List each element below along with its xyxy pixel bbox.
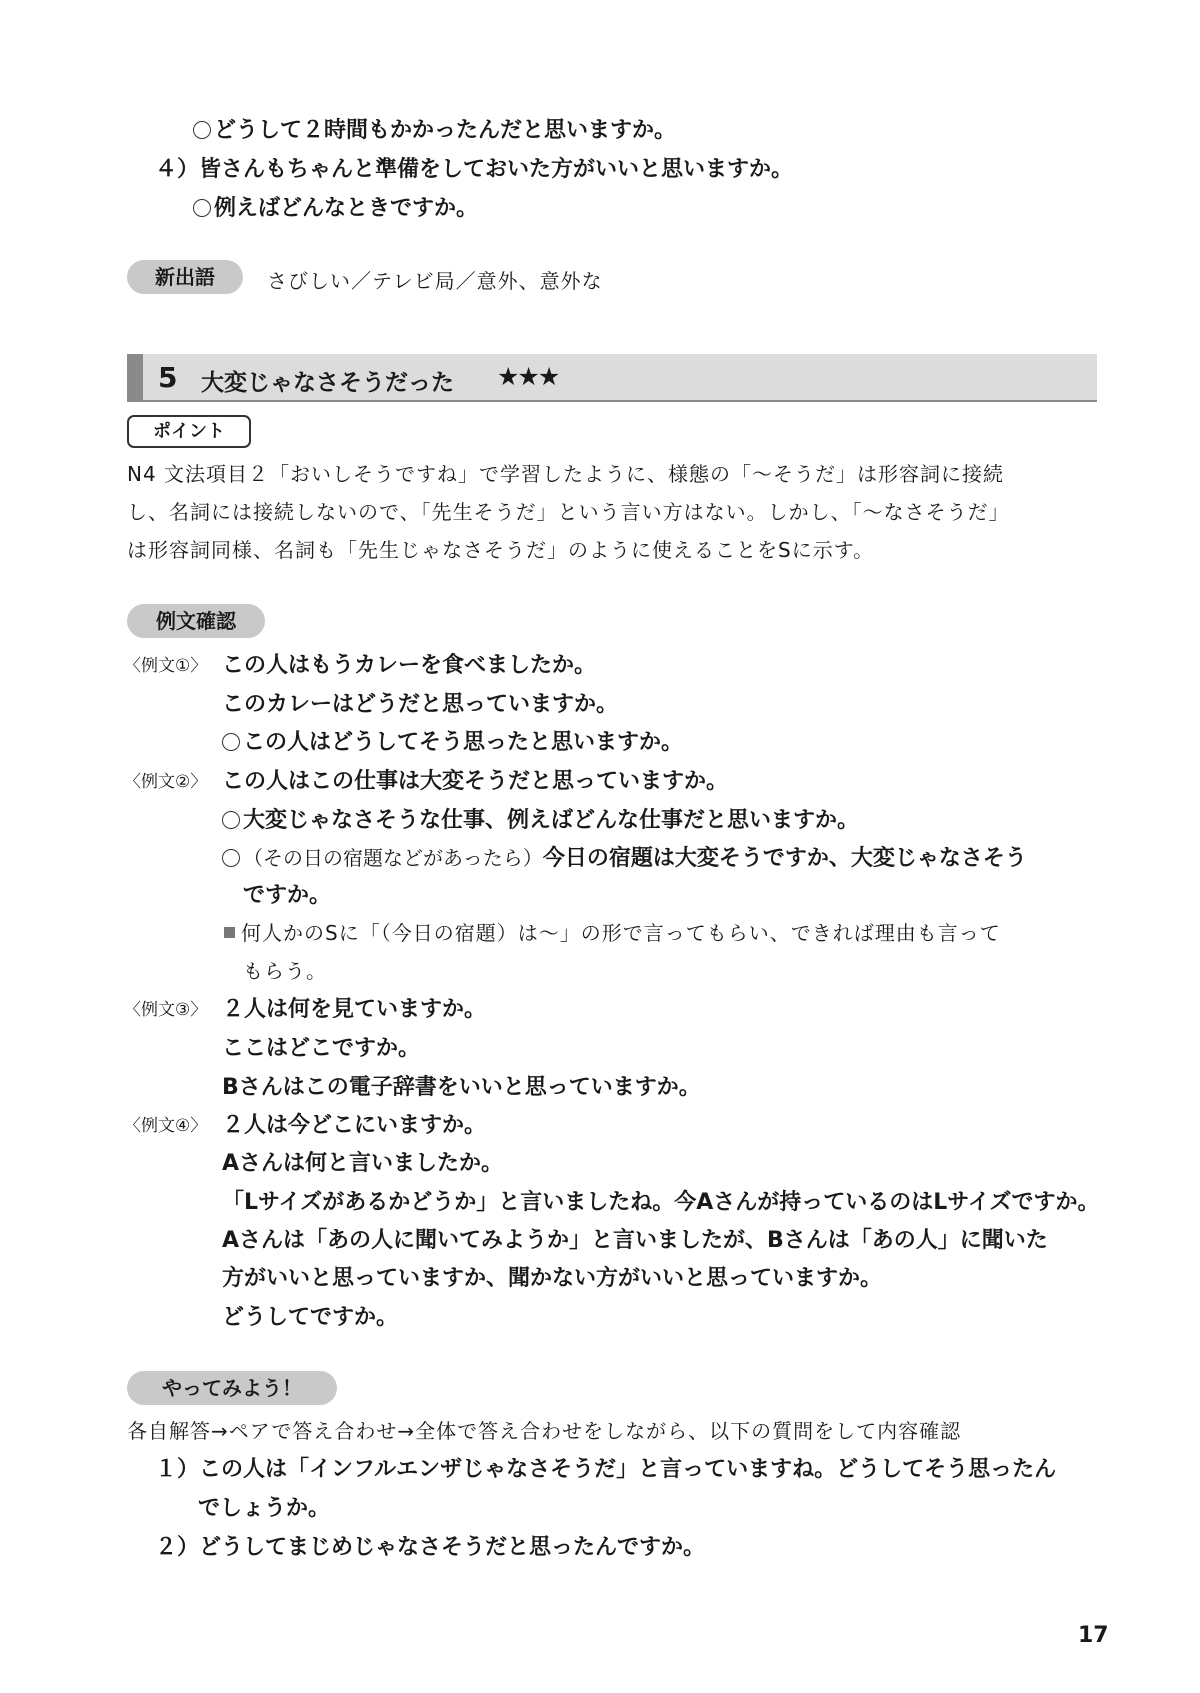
section-header	[127, 354, 1097, 402]
vocab-text: さびしい／テレビ局／意外、意外な	[267, 269, 603, 293]
circle-marker-icon	[222, 733, 240, 751]
example-tag: 〈例文①〉	[124, 656, 208, 676]
section-title: 大変じゃなさそうだった	[201, 370, 454, 396]
example-line: ２人は今どこにいますか。	[222, 1113, 487, 1138]
question-line: でしょうか。	[198, 1496, 331, 1521]
vocab-label: 新出語	[127, 260, 243, 294]
point-text: し、名詞には接続しないので、「先生そうだ」という言い方はない。しかし、「〜なさそうだ」	[127, 500, 1010, 524]
page-number: 17	[1078, 1623, 1109, 1648]
section-accent-bar	[127, 354, 143, 400]
circle-marker-icon	[193, 121, 211, 139]
example-line: ここはどこですか。	[222, 1036, 421, 1061]
point-text: は形容詞同様、名詞も「先生じゃなさそうだ」のように使えることをSに示す。	[127, 538, 875, 562]
reibun-label: 例文確認	[127, 604, 265, 638]
example-line: Aさんは「あの人に聞いてみようか」と言いましたが、Bさんは「あの人」に聞いた	[222, 1228, 1048, 1253]
section-number: 5	[158, 361, 178, 394]
circle-marker-icon	[193, 199, 211, 217]
example-tag: 〈例文③〉	[124, 1000, 208, 1020]
example-line: Aさんは何と言いましたか。	[222, 1151, 504, 1176]
example-line: ２人は何を見ていますか。	[222, 997, 487, 1022]
question-line: 例えばどんなときですか。	[193, 191, 478, 222]
teacher-note: もらう。	[243, 959, 327, 983]
teacher-note: 何人かのSに「（今日の宿題）は〜」の形で言ってもらい、できれば理由も言って	[224, 917, 1001, 946]
example-tag: 〈例文②〉	[124, 772, 208, 792]
yatte-label: やってみよう！	[127, 1371, 337, 1405]
point-label: ポイント	[127, 415, 251, 448]
example-line: ですか。	[243, 883, 332, 908]
example-line: この人はもうカレーを食べましたか。	[222, 653, 597, 678]
example-line: 「Lサイズがあるかどうか」と言いましたね。今Aさんが持っているのはLサイズですか。	[222, 1190, 1100, 1215]
example-line: このカレーはどうだと思っていますか。	[222, 692, 619, 717]
example-line: （その日の宿題などがあったら）今日の宿題は大変そうですか、大変じゃなさそう	[222, 841, 1027, 872]
example-line: この人はどうしてそう思ったと思いますか。	[222, 725, 683, 756]
yatte-intro: 各自解答→ペアで答え合わせ→全体で答え合わせをしながら、以下の質問をして内容確認	[127, 1419, 962, 1443]
example-line: 方がいいと思っていますか、聞かない方がいいと思っていますか。	[222, 1266, 883, 1291]
square-bullet-icon	[224, 927, 235, 938]
circle-marker-icon	[222, 849, 240, 867]
question-line: １）この人は「インフルエンザじゃなさそうだ」と言っていますね。どうしてそう思ったん	[155, 1457, 1057, 1482]
question-line: ４）皆さんもちゃんと準備をしておいた方がいいと思いますか。	[155, 157, 794, 182]
example-line: どうしてですか。	[222, 1305, 399, 1330]
question-line: どうして２時間もかかったんだと思いますか。	[193, 113, 676, 144]
example-tag: 〈例文④〉	[124, 1116, 208, 1136]
circle-marker-icon	[222, 811, 240, 829]
question-line: ２）どうしてまじめじゃなさそうだと思ったんですか。	[155, 1535, 706, 1560]
difficulty-stars: ★★★	[497, 362, 559, 391]
example-line: 大変じゃなさそうな仕事、例えばどんな仕事だと思いますか。	[222, 803, 859, 834]
example-line: Bさんはこの電子辞書をいいと思っていますか。	[222, 1075, 701, 1100]
example-line: この人はこの仕事は大変そうだと思っていますか。	[222, 769, 729, 794]
point-text: N4 文法項目２「おいしそうですね」で学習したように、様態の「〜そうだ」は形容詞に接続	[127, 462, 1005, 486]
